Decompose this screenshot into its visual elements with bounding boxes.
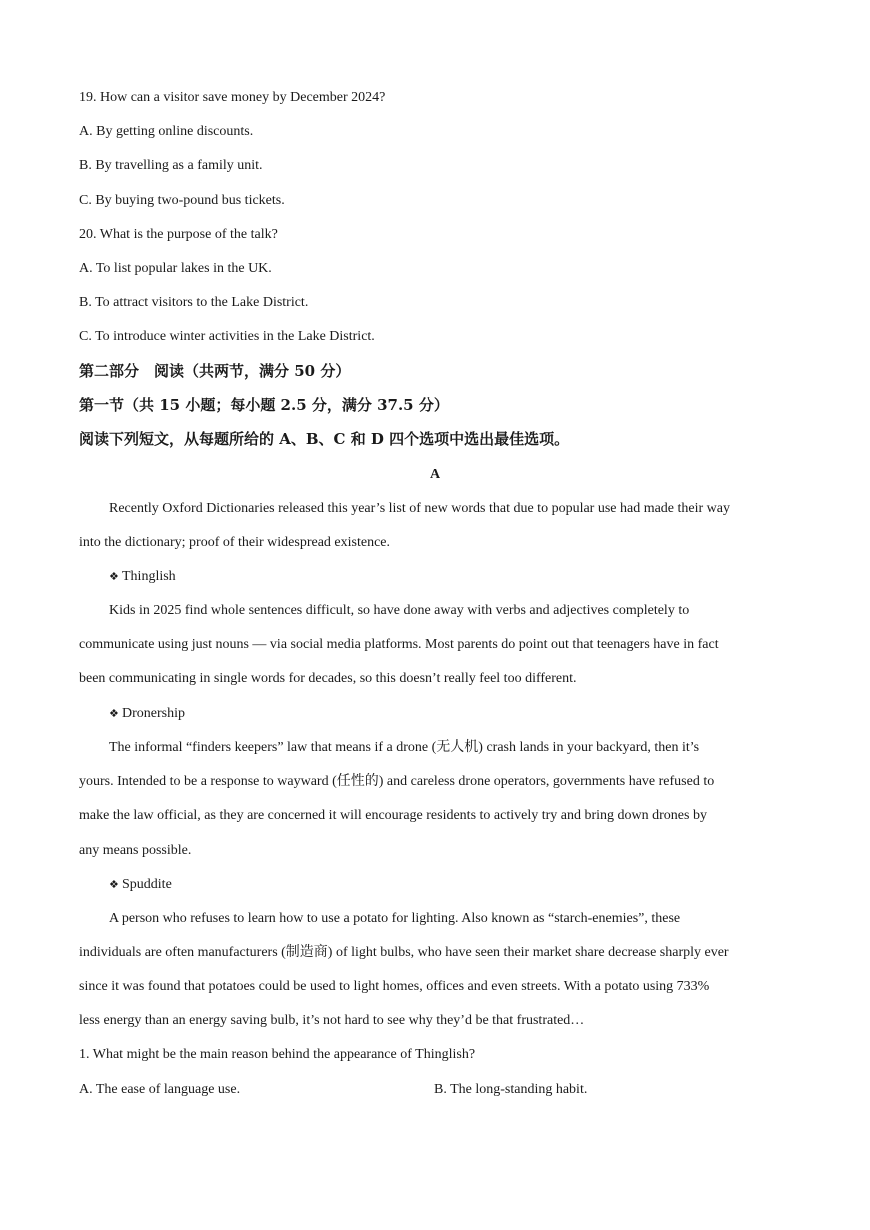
question-19-option-b: B. By travelling as a family unit. [79,158,263,173]
paragraph-line: A person who refuses to learn how to use a potato for lighting. Also known as “starch-enemies”, these [109,911,681,926]
entry-term: Dronership [122,706,185,721]
entry-heading-dronership [109,705,185,723]
question-20-option-a: A. To list popular lakes in the UK. [79,261,272,276]
question-19-option-c: C. By buying two-pound bus tickets. [79,193,285,208]
paragraph-line: Kids in 2025 find whole sentences difficult, so have done away with verbs and adjectives completely to [109,603,690,618]
question-20-stem: 20. What is the purpose of the talk? [79,227,278,242]
entry-term: Spuddite [122,877,172,892]
section-heading: 第一节（共 15 小题；每小题 2.5 分，满分 37.5 分） [79,396,449,414]
intro-line: into the dictionary; proof of their widespread existence. [79,535,391,550]
paragraph-line: since it was found that potatoes could be used to light homes, offices and even streets. With a potato using 733% [79,979,710,994]
paragraph-line: any means possible. [79,843,192,858]
bullet-icon: ❖ [109,878,119,891]
question-20-option-c: C. To introduce winter activities in the Lake District. [79,329,375,344]
passage-title: A [429,467,441,482]
question-1-option-a: A. The ease of language use. [79,1082,241,1097]
paragraph-line: individuals are often manufacturers (制造商) of light bulbs, who have seen their market share decrease sharply ever [79,945,729,960]
question-1-stem: 1. What might be the main reason behind the appearance of Thinglish? [79,1047,476,1062]
paragraph-line: communicate using just nouns — via social media platforms. Most parents do point out that teenagers have in fact [79,637,719,652]
question-19-stem: 19. How can a visitor save money by December 2024? [79,90,386,105]
bullet-icon: ❖ [109,707,119,720]
reading-instruction: 阅读下列短文，从每题所给的 A、B、C 和 D 四个选项中选出最佳选项。 [79,430,570,448]
paragraph-line: less energy than an energy saving bulb, it’s not hard to see why they’d be that frustrated… [79,1013,585,1028]
entry-term: Thinglish [122,569,176,584]
paragraph-line: The informal “finders keepers” law that means if a drone (无人机) crash lands in your backyard, then it’s [109,740,700,755]
paragraph-line: been communicating in single words for decades, so this doesn’t really feel too different. [79,671,577,686]
intro-line: Recently Oxford Dictionaries released this year’s list of new words that due to popular use had made their way [109,501,731,516]
bullet-icon: ❖ [109,570,119,583]
part-heading: 第二部分 阅读（共两节，满分 50 分） [79,362,351,380]
entry-heading-thinglish [109,568,176,586]
paragraph-line: yours. Intended to be a response to wayward (任性的) and careless drone operators, governments have refused to [79,774,715,789]
question-20-option-b: B. To attract visitors to the Lake District. [79,295,309,310]
question-19-option-a: A. By getting online discounts. [79,124,254,139]
entry-heading-spuddite [109,876,172,894]
paragraph-line: make the law official, as they are concerned it will encourage residents to actively try and bring down drones by [79,808,707,823]
question-1-option-b: B. The long-standing habit. [434,1082,588,1097]
